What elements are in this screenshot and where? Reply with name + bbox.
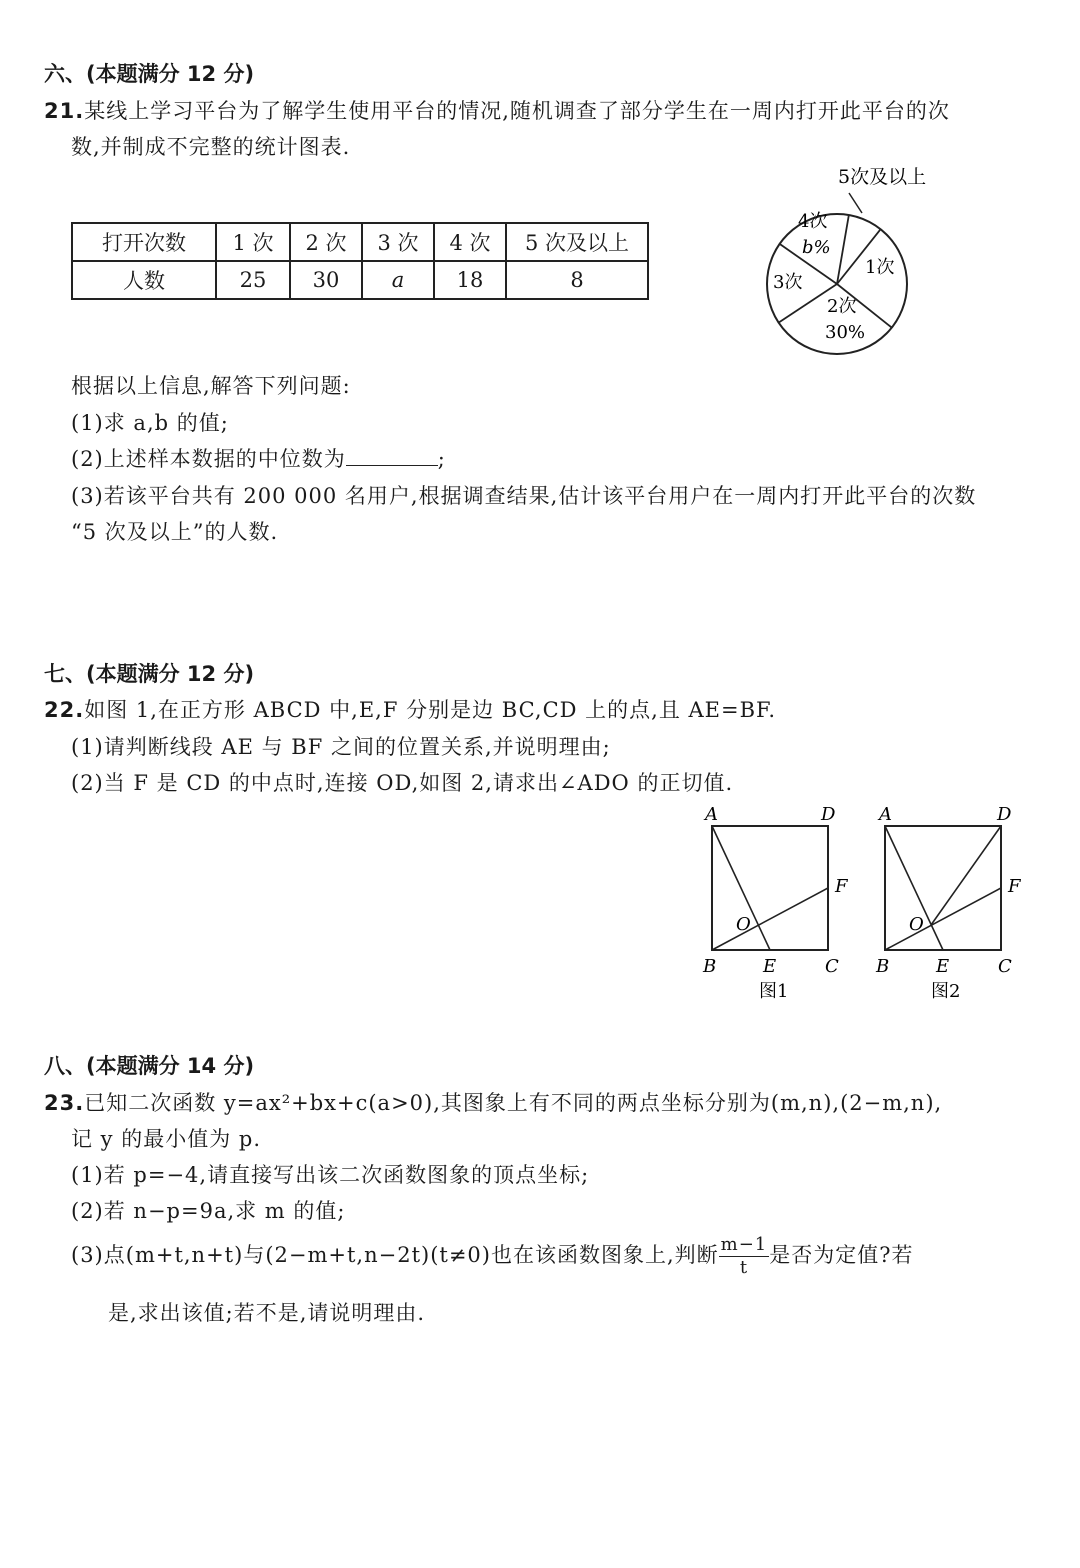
fraction-numerator: m−1: [720, 1234, 768, 1255]
q21-pie-chart: [740, 155, 970, 370]
fraction-m-minus-1-over-t: [719, 1234, 770, 1279]
pie-label-4-pct: b%: [802, 237, 831, 258]
q23-stem-line1: [44, 1087, 942, 1117]
q21-number: 21.: [44, 99, 85, 123]
q22-part1: (1)请判断线段 AE 与 BF 之间的位置关系,并说明理由;: [71, 735, 611, 759]
segment-bf: [885, 888, 1001, 950]
label-e: E: [936, 956, 950, 977]
q21-part3-line2: “5 次及以上”的人数.: [71, 520, 279, 544]
caption-fig2: 图2: [931, 981, 961, 1002]
q21-part2: [71, 443, 446, 473]
table-header-cell: 3 次: [362, 223, 434, 261]
q23-part3-text-b: 是否为定值?若: [769, 1243, 914, 1267]
label-b: B: [876, 956, 890, 977]
table-header-cell: 1 次: [216, 223, 290, 261]
square-abcd: [885, 826, 1001, 950]
label-d: D: [997, 804, 1012, 825]
label-a: A: [705, 804, 718, 825]
table-cell: a: [362, 261, 434, 299]
caption-fig1: 图1: [759, 981, 789, 1002]
table-header-row: [72, 223, 648, 261]
square-abcd: [712, 826, 828, 950]
q22-part2: (2)当 F 是 CD 的中点时,连接 OD,如图 2,请求出∠ADO 的正切值.: [71, 771, 734, 795]
q23-part3-line2: 是,求出该值;若不是,请说明理由.: [108, 1301, 426, 1325]
label-f: F: [1008, 876, 1021, 897]
q21-part2-text: (2)上述样本数据的中位数为: [71, 447, 346, 471]
segment-od: [931, 826, 1001, 925]
table-cell: 18: [434, 261, 506, 299]
label-d: D: [821, 804, 836, 825]
q23-part1: (1)若 p=−4,请直接写出该二次函数图象的顶点坐标;: [71, 1163, 590, 1187]
label-o: O: [736, 914, 751, 935]
q22-stem-text: 如图 1,在正方形 ABCD 中,E,F 分别是边 BC,CD 上的点,且 AE=BF.: [84, 698, 777, 722]
q23-stem-line2: 记 y 的最小值为 p.: [71, 1127, 262, 1151]
figure-1: [702, 804, 849, 1002]
pie-slice-boundary-5: [837, 215, 849, 284]
table-cell: 30: [290, 261, 362, 299]
table-cell: 25: [216, 261, 290, 299]
q23-part2: (2)若 n−p=9a,求 m 的值;: [71, 1199, 346, 1223]
q21-frequency-table: [71, 222, 649, 300]
pie-label-2: 2次: [827, 296, 857, 317]
pie-label-1: 1次: [865, 257, 895, 278]
q21-stem-line1: [44, 95, 950, 125]
table-header-cell: 2 次: [290, 223, 362, 261]
table-header-cell: 打开次数: [72, 223, 216, 261]
pie-leader-line: [849, 193, 862, 213]
table-row-label: 人数: [72, 261, 216, 299]
q23-part3-text-a: (3)点(m+t,n+t)与(2−m+t,n−2t)(t≠0)也在该函数图象上,判断: [71, 1243, 719, 1267]
segment-bf: [712, 888, 828, 950]
label-a: A: [879, 804, 892, 825]
pie-label-4: 4次: [798, 211, 828, 232]
q21-part1: (1)求 a,b 的值;: [71, 411, 229, 435]
q21-stem-line2: 数,并制成不完整的统计图表.: [71, 135, 351, 159]
q21-stem-text: 某线上学习平台为了解学生使用平台的情况,随机调查了部分学生在一周内打开此平台的次: [84, 99, 950, 123]
label-f: F: [835, 876, 848, 897]
q22-stem: [44, 694, 776, 724]
label-o: O: [909, 914, 924, 935]
q21-part2-end: ;: [437, 447, 446, 471]
q21-intro: 根据以上信息,解答下列问题:: [71, 374, 351, 398]
fraction-denominator: t: [739, 1257, 749, 1278]
pie-label-5plus: 5次及以上: [838, 166, 927, 188]
q23-stem-text: 已知二次函数 y=ax²+bx+c(a>0),其图象上有不同的两点坐标分别为(m,n),(2−m,n),: [84, 1091, 943, 1115]
q23-number: 23.: [44, 1091, 85, 1115]
label-e: E: [763, 956, 777, 977]
table-row: [72, 261, 648, 299]
section-7-heading: 七、(本题满分 12 分): [44, 662, 255, 686]
label-b: B: [703, 956, 717, 977]
pie-label-2-pct: 30%: [825, 322, 866, 343]
q22-figures: [695, 800, 1035, 1010]
q23-part3-line1: [71, 1234, 914, 1279]
answer-blank: [346, 447, 438, 466]
table-header-cell: 5 次及以上: [506, 223, 648, 261]
pie-label-3: 3次: [773, 272, 803, 293]
q22-number: 22.: [44, 698, 85, 722]
q21-part3-line1: (3)若该平台共有 200 000 名用户,根据调查结果,估计该平台用户在一周内打开此平台的次数: [71, 484, 977, 508]
figure-2: [875, 804, 1022, 1002]
label-c: C: [998, 956, 1012, 977]
label-c: C: [825, 956, 839, 977]
table-header-cell: 4 次: [434, 223, 506, 261]
section-8-heading: 八、(本题满分 14 分): [44, 1054, 255, 1078]
table-cell: 8: [506, 261, 648, 299]
section-6-heading: 六、(本题满分 12 分): [44, 62, 255, 86]
